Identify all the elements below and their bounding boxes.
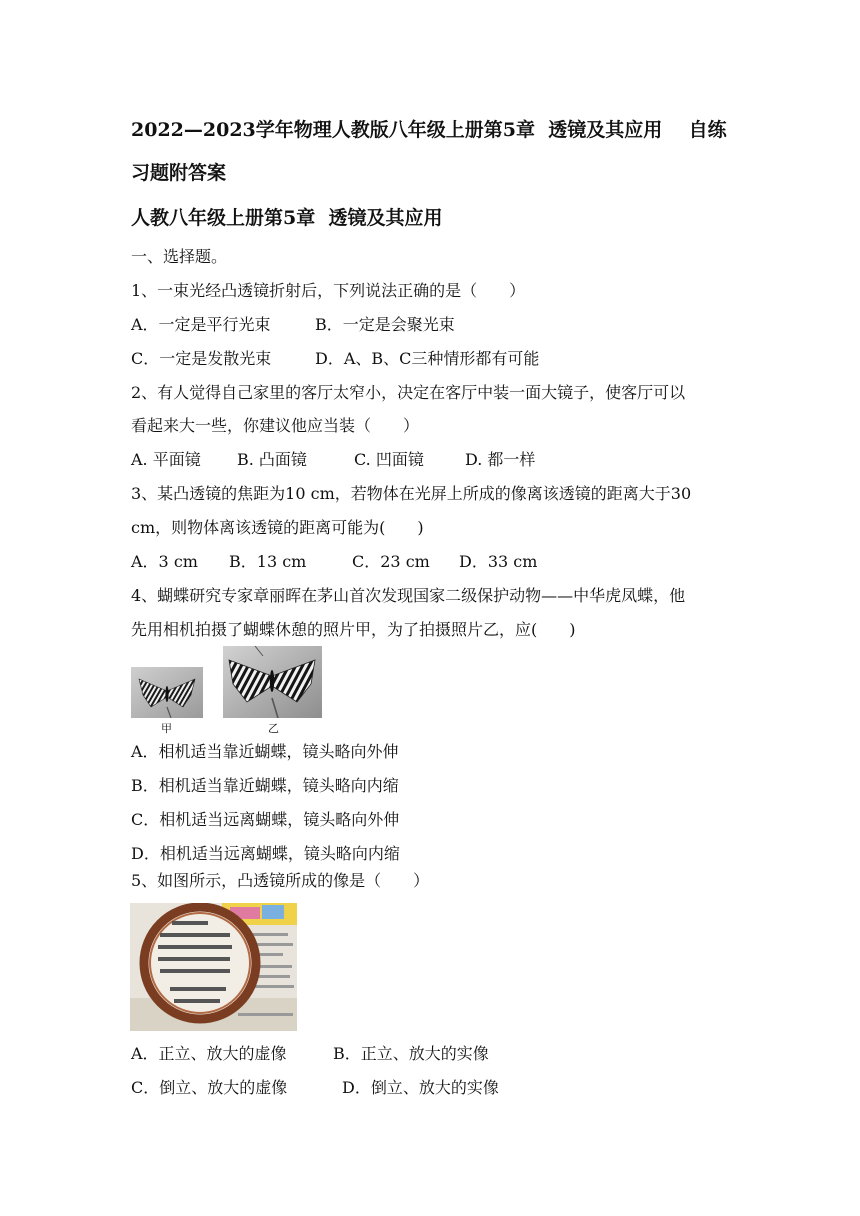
question-2-option-d: D. 都一样 [465, 450, 536, 469]
question-5-option-d: D．倒立、放大的实像 [342, 1078, 499, 1097]
chapter-subtitle: 人教八年级上册第5章 透镜及其应用 [131, 207, 443, 229]
question-3-stem-line-2: cm，则物体离该透镜的距离可能为( ) [131, 518, 424, 537]
question-4-option-c: C．相机适当远离蝴蝶，镜头略向外伸 [131, 810, 400, 829]
question-2-option-b: B. 凸面镜 [237, 450, 307, 469]
question-4-option-b: B．相机适当靠近蝴蝶，镜头略向内缩 [131, 776, 399, 795]
question-3-stem-line-1: 3、某凸透镜的焦距为10 cm，若物体在光屏上所成的像离该透镜的距离大于30 [131, 484, 692, 503]
question-3-option-d: D．33 cm [459, 552, 538, 571]
question-2-option-a: A. 平面镜 [131, 450, 201, 469]
document-title-line-1: 2022—2023学年物理人教版八年级上册第5章 透镜及其应用 自练 [131, 119, 727, 141]
butterfly-photo-yi [223, 646, 322, 718]
question-5-option-a: A．正立、放大的虚像 [131, 1044, 287, 1063]
question-1-option-a: A．一定是平行光束 [131, 315, 271, 334]
question-3-option-a: A．3 cm [131, 552, 198, 571]
question-5-stem: 5、如图所示，凸透镜所成的像是（ ） [131, 871, 430, 890]
question-5-option-c: C．倒立、放大的虚像 [131, 1078, 288, 1097]
question-1-option-d: D．A、B、C三种情形都有可能 [315, 349, 540, 368]
question-2-stem-line-1: 2、有人觉得自己家里的客厅太窄小，决定在客厅中装一面大镜子，使客厅可以 [131, 383, 686, 402]
question-4-option-d: D．相机适当远离蝴蝶，镜头略向内缩 [131, 844, 400, 863]
question-4-stem-line-2: 先用相机拍摄了蝴蝶休憩的照片甲，为了拍摄照片乙，应( ) [131, 620, 576, 639]
question-4-stem-line-1: 4、蝴蝶研究专家章丽晖在茅山首次发现国家二级保护动物——中华虎凤蝶，他 [131, 586, 686, 605]
magnifier-photo [130, 903, 297, 1031]
caption-yi: 乙 [268, 722, 279, 735]
question-3-option-b: B．13 cm [229, 552, 307, 571]
question-4-option-a: A．相机适当靠近蝴蝶，镜头略向外伸 [131, 742, 399, 761]
question-5-option-b: B．正立、放大的实像 [333, 1044, 489, 1063]
question-2-option-c: C. 凹面镜 [354, 450, 424, 469]
question-1-option-b: B．一定是会聚光束 [315, 315, 455, 334]
question-1-option-c: C．一定是发散光束 [131, 349, 272, 368]
butterfly-photo-jia [131, 667, 203, 718]
caption-jia: 甲 [161, 722, 172, 735]
document-title-line-2: 习题附答案 [131, 162, 227, 184]
section-heading: 一、选择题。 [131, 247, 228, 266]
question-3-option-c: C．23 cm [352, 552, 430, 571]
question-2-stem-line-2: 看起来大一些，你建议他应当装（ ） [131, 416, 420, 435]
question-1-stem: 1、一束光经凸透镜折射后，下列说法正确的是（ ） [131, 281, 526, 300]
